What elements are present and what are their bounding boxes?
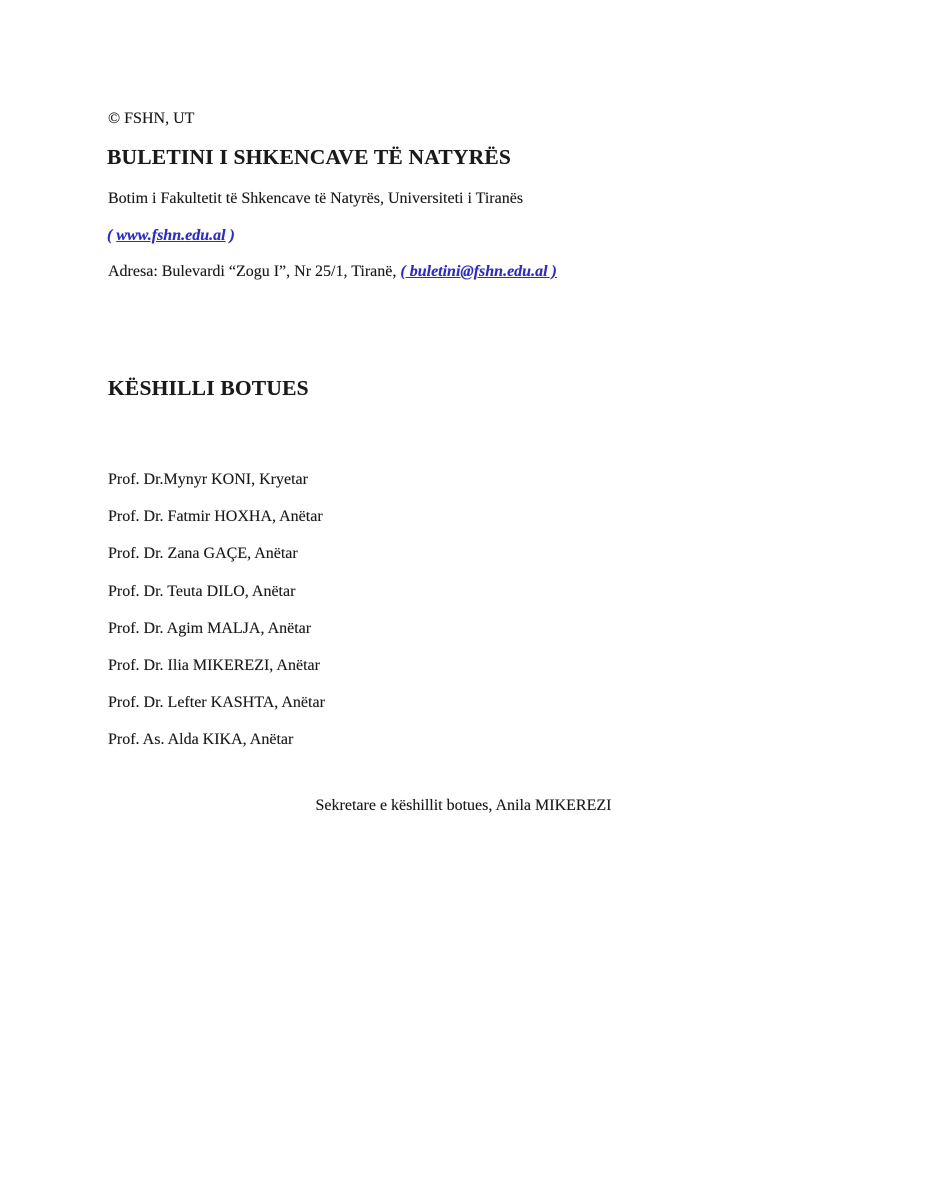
email-link[interactable]: ( buletini@fshn.edu.al ) [400, 263, 557, 280]
council-member: Prof. As. Alda KIKA, Anëtar [108, 731, 294, 749]
council-member: Prof. Dr. Lefter KASHTA, Anëtar [108, 694, 325, 712]
secretary-line: Sekretare e këshillit botues, Anila MIKEREZI [315, 797, 612, 814]
council-member: Prof. Dr.Mynyr KONI, Kryetar [108, 471, 308, 488]
address-line [108, 263, 557, 281]
website-line [107, 227, 235, 245]
address-text: Adresa: Bulevardi “Zogu I”, Nr 25/1, Tiranë, [108, 263, 401, 280]
page-title: BULETINI I SHKENCAVE TË NATYRËS [107, 145, 512, 169]
council-member: Prof. Dr. Teuta DILO, Anëtar [108, 582, 296, 600]
council-heading: KËSHILLI BOTUES [108, 376, 309, 400]
council-member: Prof. Dr. Zana GAÇE, Anëtar [108, 545, 298, 563]
council-member: Prof. Dr. Agim MALJA, Anëtar [108, 619, 312, 637]
subtitle-line: Botim i Fakultetit të Shkencave të Natyrës, Universiteti i Tiranës [108, 190, 524, 207]
website-open-paren: ( [107, 227, 117, 244]
website-close-paren: ) [225, 227, 235, 244]
council-member: Prof. Dr. Ilia MIKEREZI, Anëtar [108, 657, 320, 675]
website-link[interactable]: www.fshn.edu.al [116, 227, 226, 244]
council-members-list [108, 461, 325, 759]
copyright-line: © FSHN, UT [108, 110, 195, 127]
council-member: Prof. Dr. Fatmir HOXHA, Anëtar [108, 508, 323, 526]
